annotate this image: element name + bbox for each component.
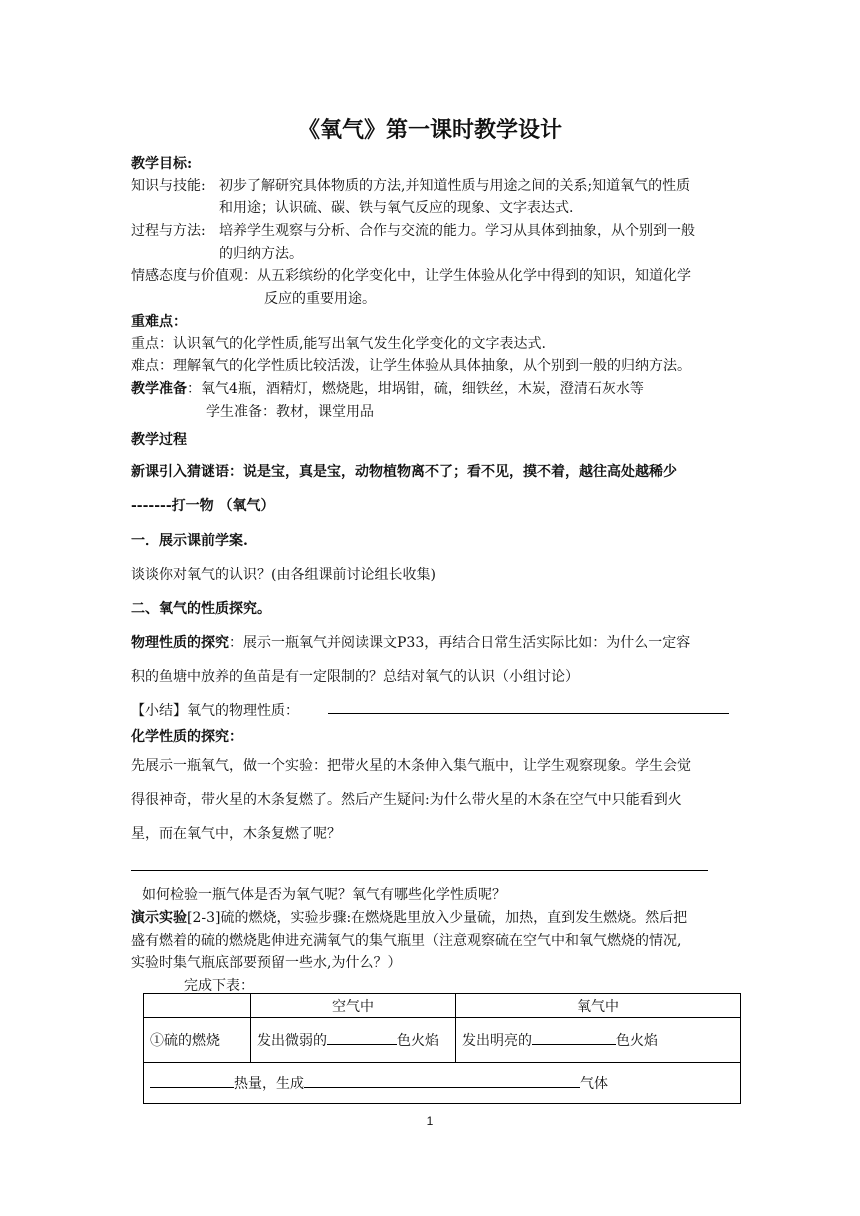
chemical-heading: 化学性质的探究：	[131, 729, 243, 745]
complete-table-prompt: 完成下表：	[184, 978, 254, 994]
header-air: 空气中	[251, 994, 456, 1018]
process-label: 过程与方法:	[131, 223, 206, 239]
chemical-line-1: 先展示一瓶氧气，做一个实验：把带火星的木条伸入集气瓶中，让学生观察现象。学生会觉	[131, 758, 691, 774]
physical-line-1	[131, 632, 690, 652]
page-number: 1	[426, 1114, 434, 1128]
header-oxygen: 氧气中	[456, 994, 741, 1018]
prep-items: ：氧气4瓶，酒精灯，燃烧匙，坩埚钳，硫，细铁丝，木炭，澄清石灰水等	[187, 381, 644, 397]
demo-label: 演示实验	[131, 910, 187, 926]
oxygen-color-blank[interactable]	[532, 1030, 616, 1045]
heat-text: 热量，生成	[234, 1076, 304, 1092]
gas-blank[interactable]	[304, 1073, 580, 1088]
chemical-line-2: 得很神奇，带火星的木条复燃了。然后产生疑问:为什么带火星的木条在空气中只能看到火	[131, 792, 682, 808]
knowledge-line-2: 和用途；认识硫、碳、铁与氧气反应的现象、文字表达式.	[219, 200, 574, 216]
physical-summary: 【小结】氧气的物理性质：	[131, 703, 299, 719]
demo-text: [2-3]硫的燃烧，实验步骤:在燃烧匙里放入少量硫，加热，直到发生燃烧。然后把	[187, 910, 688, 926]
process-heading: 教学过程	[131, 432, 187, 448]
student-prep: 学生准备：教材，课堂用品	[206, 404, 374, 420]
oxygen-suffix: 色火焰	[616, 1033, 658, 1049]
difficulty-heading: 重难点：	[131, 314, 187, 330]
section-1-heading: 一．展示课前学案.	[131, 533, 248, 549]
cell-oxygen	[456, 1018, 741, 1063]
demo-line-1	[131, 907, 687, 927]
section-2-heading: 二、氧气的性质探究。	[131, 601, 271, 617]
cell-air	[251, 1018, 456, 1063]
riddle-line-1: 新课引入猜谜语：说是宝，真是宝，动物植物离不了；看不见，摸不着，越往高处越稀少	[131, 464, 677, 480]
row-label-sulfur: ①硫的燃烧	[144, 1018, 251, 1063]
process-line-2: 的归纳方法。	[219, 246, 303, 262]
key-point: 重点：认识氧气的化学性质,能写出氧气发生化学变化的文字表达式.	[131, 336, 546, 352]
gas-text: 气体	[580, 1076, 608, 1092]
heat-blank[interactable]	[150, 1073, 234, 1088]
riddle-line-2: -------打一物 （氧气）	[131, 498, 275, 514]
table-row	[144, 1063, 741, 1104]
chemical-question: 如何检验一瓶气体是否为氧气呢？氧气有哪些化学性质呢？	[142, 887, 506, 903]
oxygen-prefix: 发出明亮的	[462, 1033, 532, 1049]
summary-answer-line	[328, 713, 729, 714]
demo-line-3: 实验时集气瓶底部要预留一些水,为什么？）	[131, 955, 402, 971]
sulfur-combustion-table	[143, 993, 741, 1104]
demo-line-2: 盛有燃着的硫的燃烧匙伸进充满氧气的集气瓶里（注意观察硫在空气中和氧气燃烧的情况,	[131, 933, 682, 949]
process-line-1: 培养学生观察与分析、合作与交流的能力。学习从具体到抽象，从个别到一般	[219, 223, 695, 239]
hard-point: 难点：理解氧气的化学性质比较活泼，让学生体验从具体抽象，从个别到一般的归纳方法。	[131, 358, 691, 374]
table-header-row	[144, 994, 741, 1018]
page-title: 《氧气》第一课时教学设计	[297, 117, 562, 143]
prep-label: 教学准备	[131, 381, 187, 397]
air-prefix: 发出微弱的	[257, 1033, 327, 1049]
answer-line	[131, 870, 708, 871]
physical-line-2: 积的鱼塘中放养的鱼苗是有一定限制的？总结对氧气的认识（小组讨论）	[131, 669, 579, 685]
air-suffix: 色火焰	[397, 1033, 439, 1049]
prep-line	[131, 378, 644, 398]
air-color-blank[interactable]	[327, 1030, 397, 1045]
table-row	[144, 1018, 741, 1063]
section-1-text: 谈谈你对氧气的认识？(由各组课前讨论组长收集)	[131, 567, 436, 583]
knowledge-line-1: 初步了解研究具体物质的方法,并知道性质与用途之间的关系;知道氧气的性质	[219, 178, 691, 194]
chemical-line-3: 星，而在氧气中，木条复燃了呢？	[131, 826, 341, 842]
table-header-empty	[144, 994, 251, 1018]
cell-heat-gas	[144, 1063, 741, 1104]
physical-text: ：展示一瓶氧气并阅读课文P33，再结合日常生活实际比如：为什么一定容	[229, 635, 691, 651]
knowledge-label: 知识与技能:	[131, 178, 206, 194]
emotion-line-2: 反应的重要用途。	[264, 291, 376, 307]
objectives-heading: 教学目标:	[131, 156, 193, 172]
physical-label: 物理性质的探究	[131, 635, 229, 651]
emotion-line-1: 情感态度与价值观：从五彩缤纷的化学变化中，让学生体验从化学中得到的知识，知道化学	[131, 268, 691, 284]
